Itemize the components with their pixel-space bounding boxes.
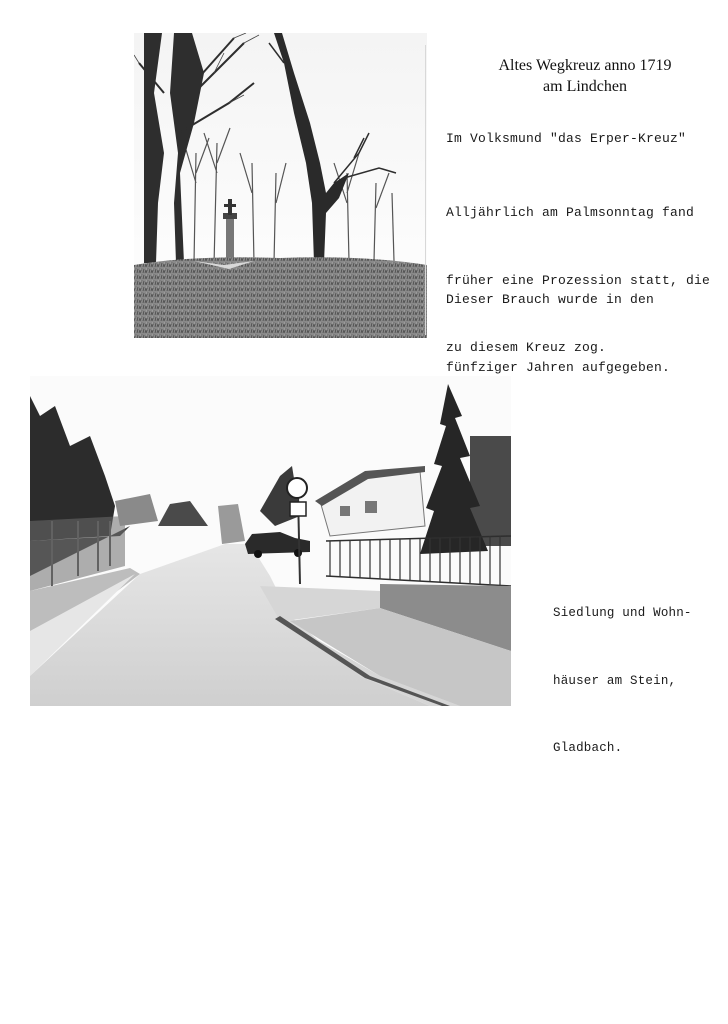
paragraph-line: Alljährlich am Palmsonntag fand [446,205,695,220]
paragraph-line: Dieser Brauch wurde in den [446,292,655,307]
street-settlement-image [30,376,511,706]
caption-street-settlement [553,557,692,782]
caption-title [446,55,724,97]
caption-line: Gladbach. [553,741,623,755]
caption-line: Siedlung und Wohn- [553,606,692,620]
caption-line: häuser am Stein, [553,673,677,688]
paragraph-line: fünfziger Jahren aufgegeben. [446,359,671,375]
caption-title-line2: am Lindchen [543,78,627,95]
paragraph-line: zu diesem Kreuz zog. [446,340,607,355]
photo-edge-line [425,45,426,335]
paragraph-line: früher eine Prozession statt, die [446,272,711,288]
caption-title-line1: Altes Wegkreuz anno 1719 [498,57,672,74]
wayside-cross-image [134,33,427,338]
caption-volksmund-line: Im Volksmund "das Erper-Kreuz" [446,131,687,146]
photo-street-settlement [30,376,511,706]
photo-wayside-cross [134,33,427,338]
